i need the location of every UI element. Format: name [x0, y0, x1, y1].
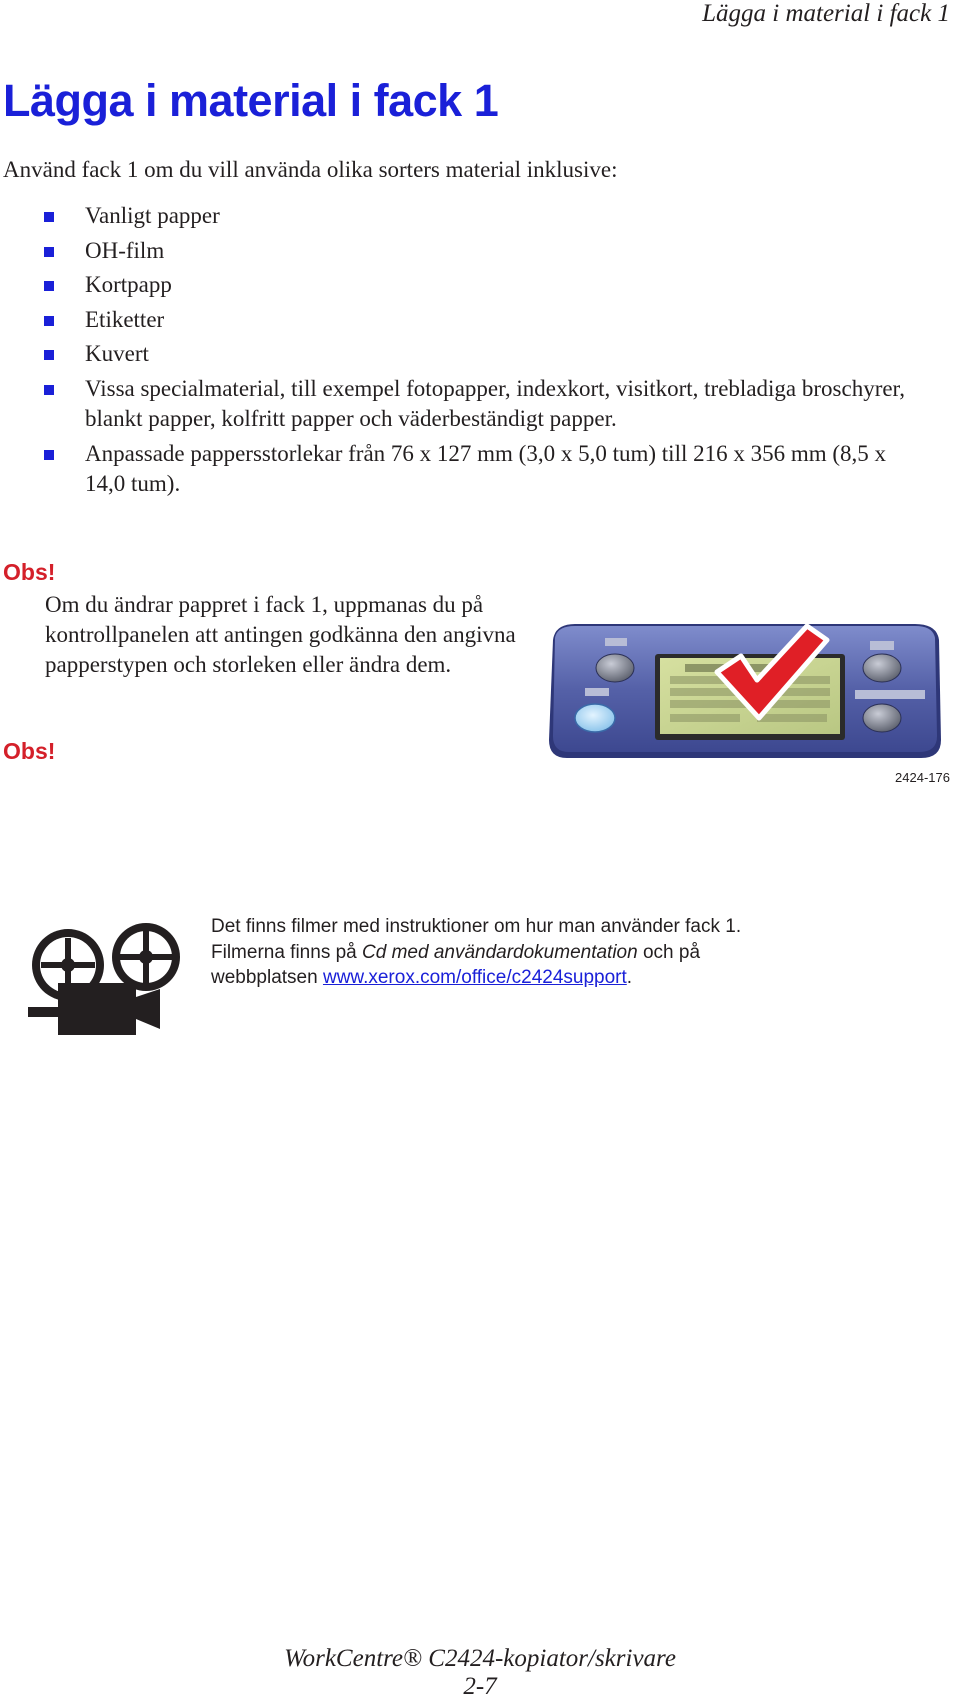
bullet-square-icon [44, 281, 54, 291]
page-title: Lägga i material i fack 1 [3, 75, 499, 126]
list-item-text: Etiketter [85, 306, 165, 332]
bullet-square-icon [44, 212, 54, 222]
panel-button [863, 704, 901, 732]
screen-line [757, 714, 827, 722]
material-list [0, 201, 930, 504]
video-note-line [211, 965, 931, 991]
list-item [0, 236, 930, 267]
list-item-text: Anpassade pappersstorlekar från 76 x 127 mm (3,0 x 5,0 tum) till 216 x 356 mm (8,5 x 14,0 tum). [85, 440, 887, 496]
control-panel-checkmark-illustration [545, 618, 945, 763]
bullet-square-icon [44, 316, 54, 326]
list-item-text: Kortpapp [85, 272, 172, 297]
figure-id: 2424-176 [895, 770, 950, 785]
panel-label [585, 688, 609, 696]
video-note-text: . [626, 967, 633, 988]
panel-button-lit [575, 704, 615, 732]
video-note [211, 914, 931, 991]
note-text: Om du ändrar pappret i fack 1, uppmanas du på kontrollpanelen att antingen godkänna den angivna papperstypen och storleken eller ändra dem. [45, 592, 516, 677]
support-link[interactable]: www.xerox.com/office/c2424support [322, 967, 627, 988]
bullet-square-icon [44, 247, 54, 257]
note-label: Obs! [3, 738, 56, 764]
video-note-text: webbplatsen [211, 967, 323, 988]
footer-product-name: WorkCentre® C2424-kopiator/skrivare [284, 1645, 676, 1672]
panel-label [605, 638, 627, 646]
page-number: 2-7 [463, 1673, 497, 1700]
intro-paragraph: Använd fack 1 om du vill använda olika sorters material inklusive: [3, 157, 618, 182]
list-item-text: OH-film [85, 237, 165, 263]
list-item [0, 339, 930, 370]
panel-label [870, 641, 894, 650]
list-item [0, 439, 930, 500]
list-item-text: Kuvert [85, 341, 149, 366]
video-note-text: och på [637, 941, 701, 963]
panel-button [863, 654, 901, 682]
documentation-cd-title: Cd med användardokumentation [362, 941, 638, 963]
running-header: Lägga i material i fack 1 [702, 0, 950, 27]
list-item-text: Vissa specialmaterial, till exempel fotopapper, indexkort, visitkort, trebladiga broschyrer, blankt papper, kolfritt papper och väderbeständigt papper. [85, 375, 906, 431]
film-projector-icon [28, 915, 188, 1040]
list-item [0, 374, 930, 435]
screen-line [670, 714, 740, 722]
panel-label [855, 690, 925, 699]
bullet-square-icon [44, 385, 54, 395]
list-item-text: Vanligt papper [85, 203, 220, 228]
video-note-text: Filmerna finns på [211, 941, 363, 963]
list-item [0, 305, 930, 336]
panel-button [596, 654, 634, 682]
list-item [0, 201, 930, 232]
list-item [0, 270, 930, 301]
note-label: Obs! [3, 559, 56, 585]
video-note-line [211, 940, 931, 966]
bullet-square-icon [44, 450, 54, 460]
video-note-line: Det finns filmer med instruktioner om hur man använder fack 1. [211, 916, 742, 937]
bullet-square-icon [44, 350, 54, 360]
